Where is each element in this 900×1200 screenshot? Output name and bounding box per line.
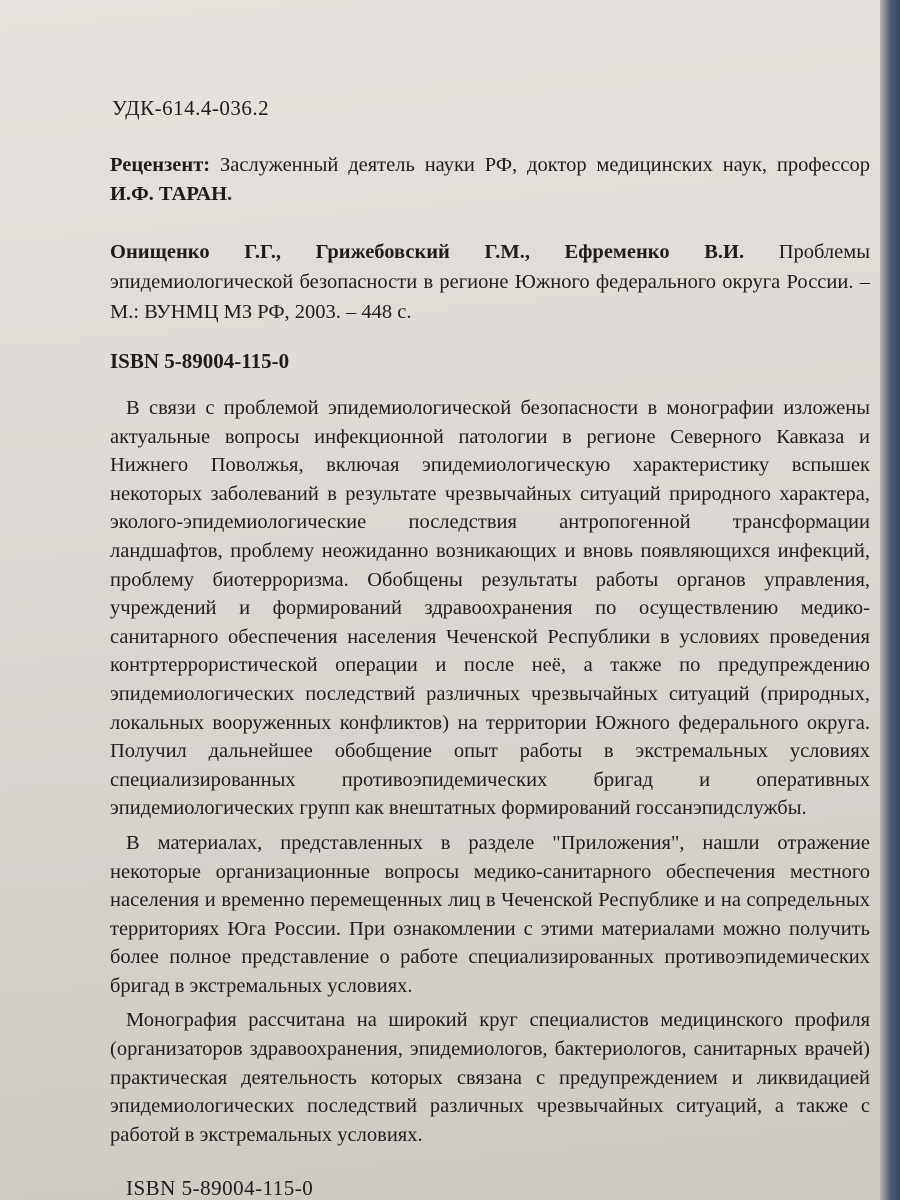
udk-code: УДК-614.4-036.2 [112,96,270,120]
bibliographic-record [110,237,870,327]
abstract-paragraph: Монография рассчитана на широкий круг специалистов медицинского профиля (организаторов здравоохранения, эпидемиологов, бактериологов, санитарных врачей) практическая деятельность которых связана с предупреждением и ликвидацией эпидемиологических последствий различных чрезвычайных ситуаций, а также с работой в экстремальных условиях. [110,1009,870,1146]
abstract-paragraph: В материалах, представленных в разделе "Приложения", нашли отражение некоторые организационные вопросы медико-санитарного обеспечения местного населения и временно перемещенных лиц в Чеченской Республике и на сопредельных территориях Юга России. При ознакомлении с этими материалами можно получить более полное представление о работе специализированных противоэпидемических бригад в экстремальных условиях. [110,831,870,997]
bib-authors: Онищенко Г.Г., Грижебовский Г.М., Ефременко В.И. [110,241,745,263]
reviewer-label: Рецензент: [110,154,211,176]
abstract-paragraph: В связи с проблемой эпидемиологической безопасности в монографии изложены актуальные вопросы инфекционной патологии в регионе Северного Кавказа и Нижнего Поволжья, включая эпидемиологическую характеристику вспышек некоторых заболеваний в результате чрезвычайных ситуаций природного характера, эколого-эпидемиологические последствия антропогенной трансформации ландшафтов, проблему неожиданно возникающих и вновь появляющихся инфекций, проблему биотерроризма. Обобщены результаты работы органов управления, учреждений и формирований здравоохранения по осуществлению медико-санитарного обеспечения населения Чеченской Республики в условиях проведения контртеррористической операции и после неё, а также по предупреждению эпидемиологических последствий различных чрезвычайных ситуаций (природных, локальных вооруженных конфликтов) на территории Южного федерального округа. Получил дальнейшее обобщение опыт работы в экстремальных условиях специализированных противоэпидемических бригад и оперативных эпидемиологических групп как внештатных формирований госсанэпидслужбы. [110,397,870,820]
reviewer-name: И.Ф. ТАРАН. [110,183,233,205]
isbn: ISBN 5-89004-115-0 [110,349,290,373]
book-binding-edge [880,0,900,1200]
reviewer-text: Заслуженный деятель науки РФ, доктор медицинских наук, профессор [220,154,870,176]
page-content [110,96,870,1155]
bib-text: Проблемы эпидемиологической безопасности в регионе Южного федерального округа России. – М.: ВУНМЦ МЗ РФ, 2003. – 448 с. [110,241,871,323]
reviewer-block [110,151,870,209]
isbn-bottom: ISBN 5-89004-115-0 [126,1176,314,1200]
